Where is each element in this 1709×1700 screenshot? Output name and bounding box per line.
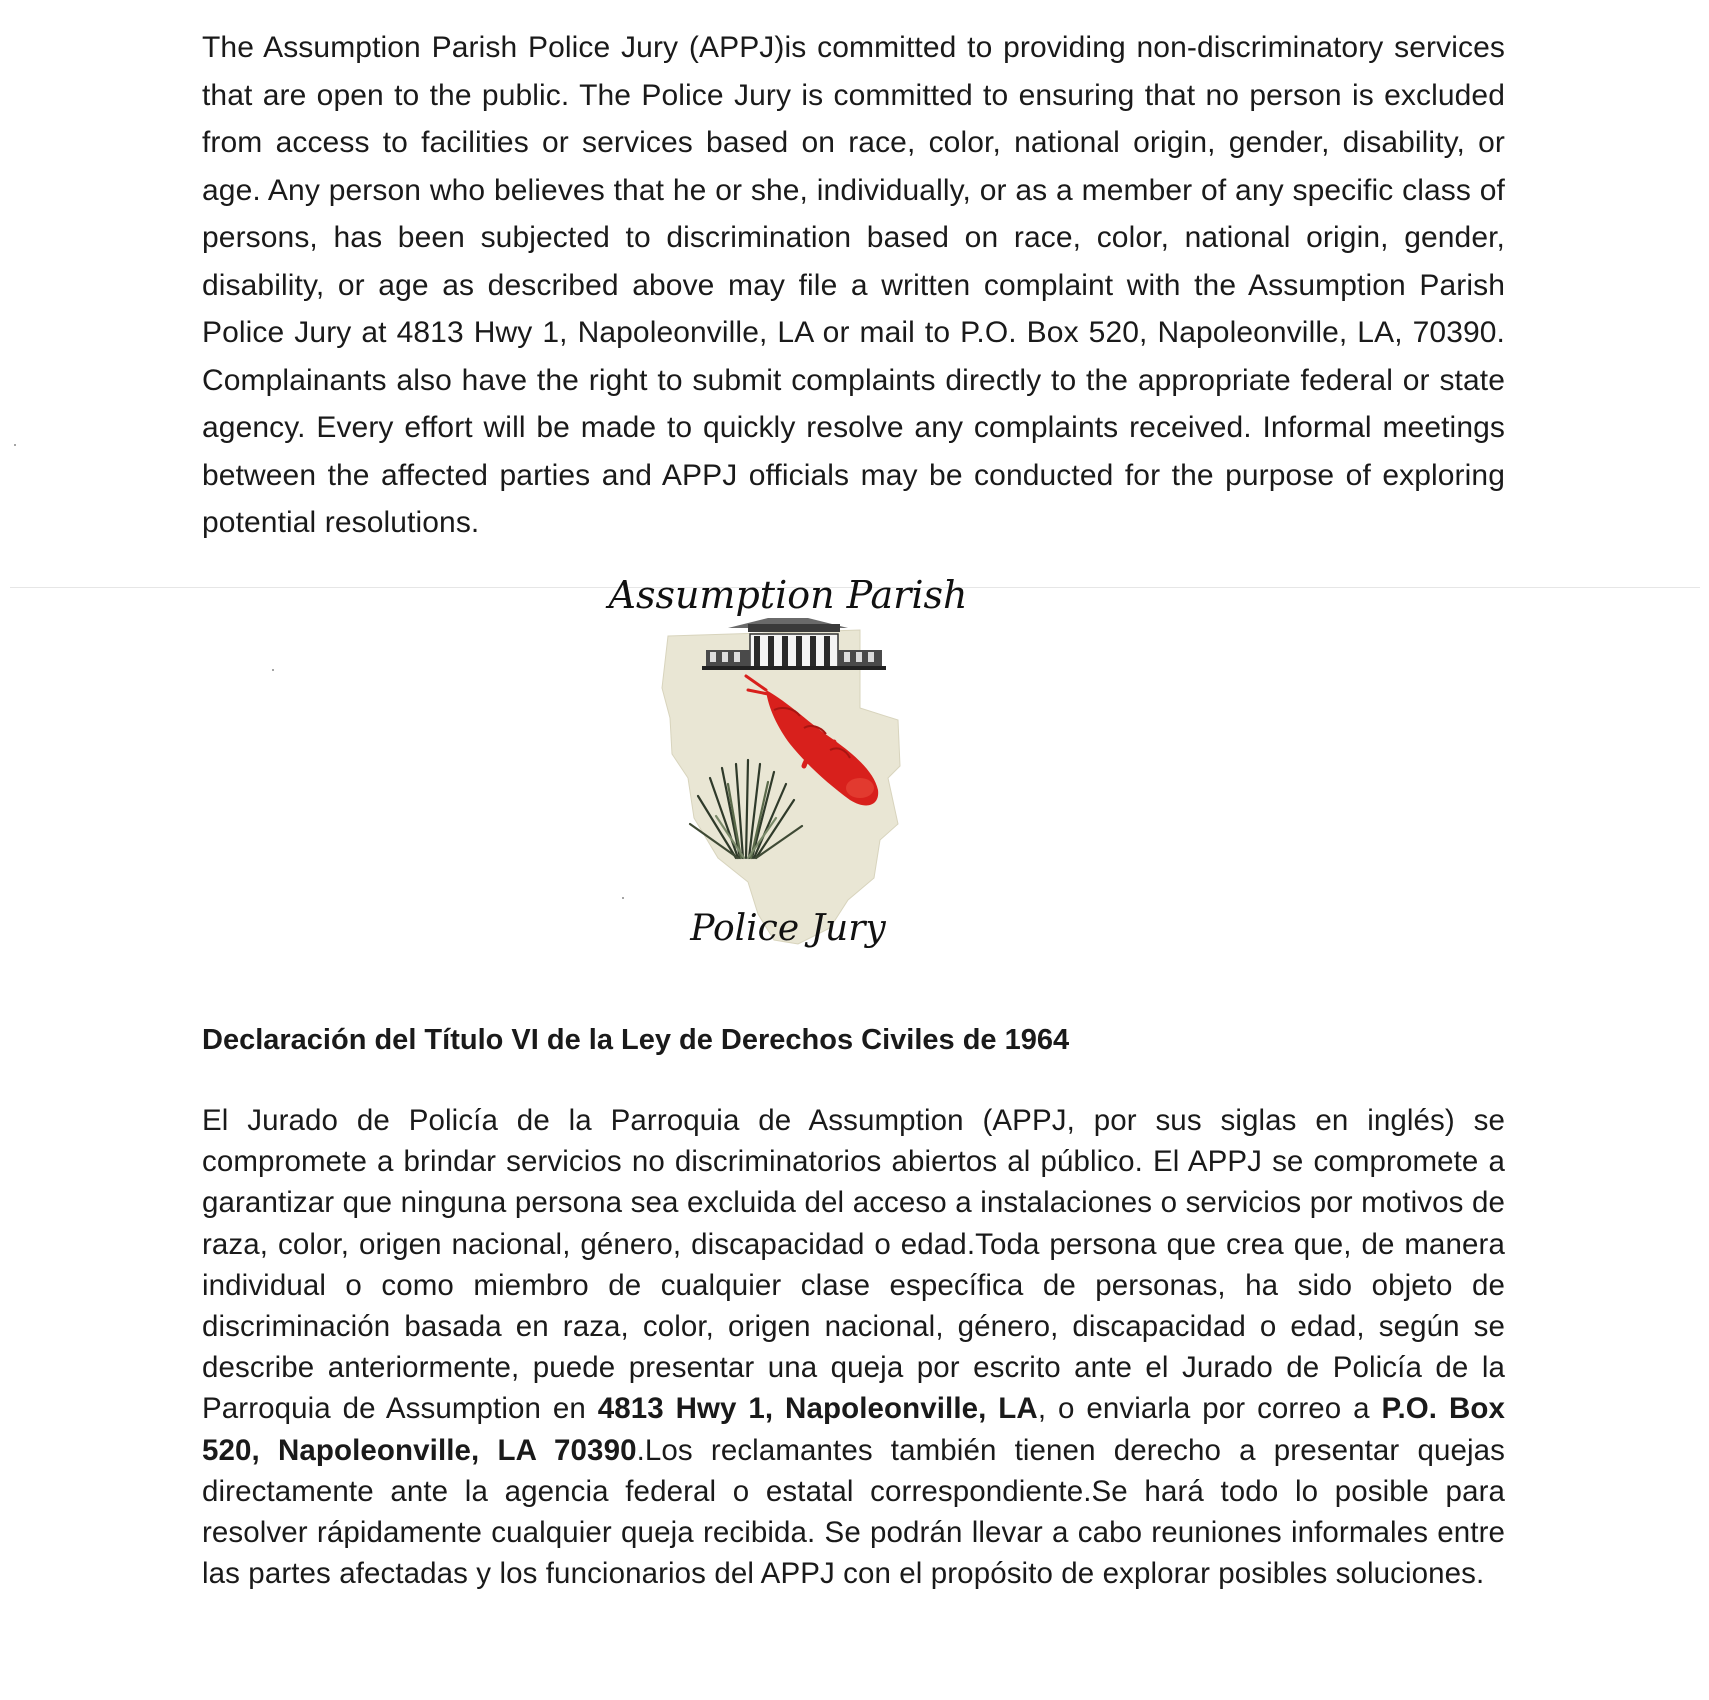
scan-speck — [272, 669, 274, 671]
english-statement-paragraph: The Assumption Parish Police Jury (APPJ)is committed to providing non-discriminatory services that are open to the public. The Police Jury is committed to ensuring that no person is excluded from access to facilities or services based on race, color, national origin, gender, disability, or age. Any person who believes that he or she, individually, or as a member of any specific class of persons, has been subjected to discrimination based on race, color, national origin, gender, disability, or age as described above may file a written complaint with the Assumption Parish Police Jury at 4813 Hwy 1, Napoleonville, LA or mail to P.O. Box 520, Napoleonville, LA, 70390. Complainants also have the right to submit complaints directly to the appropriate federal or state agency. Every effort will be made to quickly resolve any complaints received. Informal meetings between the affected parties and APPJ officials may be conducted for the purpose of exploring potential resolutions. — [202, 31, 1505, 539]
scan-speck — [14, 444, 16, 446]
spanish-statement-paragraph — [202, 1100, 1505, 1594]
logo-bottom-text: Police Jury — [690, 908, 886, 949]
spanish-heading: Declaración del Título VI de la Ley de Derechos Civiles de 1964 — [202, 1024, 1070, 1056]
assumption-parish-police-jury-logo — [598, 578, 978, 978]
spanish-text-part1: El Jurado de Policía de la Parroquia de Assumption (APPJ, por sus siglas en inglés) se compromete a brindar servicios no discriminatorios abiertos al público. El APPJ se compromete a garantizar que ninguna persona sea excluida del acceso a instalaciones o servicios por motivos de raza, color, origen nacional, género, discapacidad o edad.Toda persona que crea que, de manera individual o como miembro de cualquier clase específica de personas, ha sido objeto de discriminación basada en raza, color, origen nacional, género, discapacidad o edad, según se describe anteriormente, puede presentar una queja por escrito ante el Jurado de Policía de la Parroquia de Assumption en — [202, 1104, 1505, 1426]
spanish-text-part2: , o enviarla por correo a — [1037, 1392, 1382, 1426]
spanish-pobox-bold: P.O. Box 520, Napoleonville, LA 70390 — [202, 1392, 1505, 1467]
spanish-text-part3: .Los reclamantes también tienen derecho a presentar quejas directamente ante la agencia federal o estatal correspondiente.Se hará todo lo posible para resolver rápidamente cualquier queja recibida. Se podrán llevar a cabo reuniones informales entre las partes afectadas y los funcionarios del APPJ con el propósito de explorar posibles soluciones. — [202, 1433, 1505, 1591]
scan-speck — [622, 897, 624, 899]
logo-top-text: Assumption Parish — [608, 578, 968, 617]
spanish-address-bold: 4813 Hwy 1, Napoleonville, LA — [597, 1392, 1038, 1426]
